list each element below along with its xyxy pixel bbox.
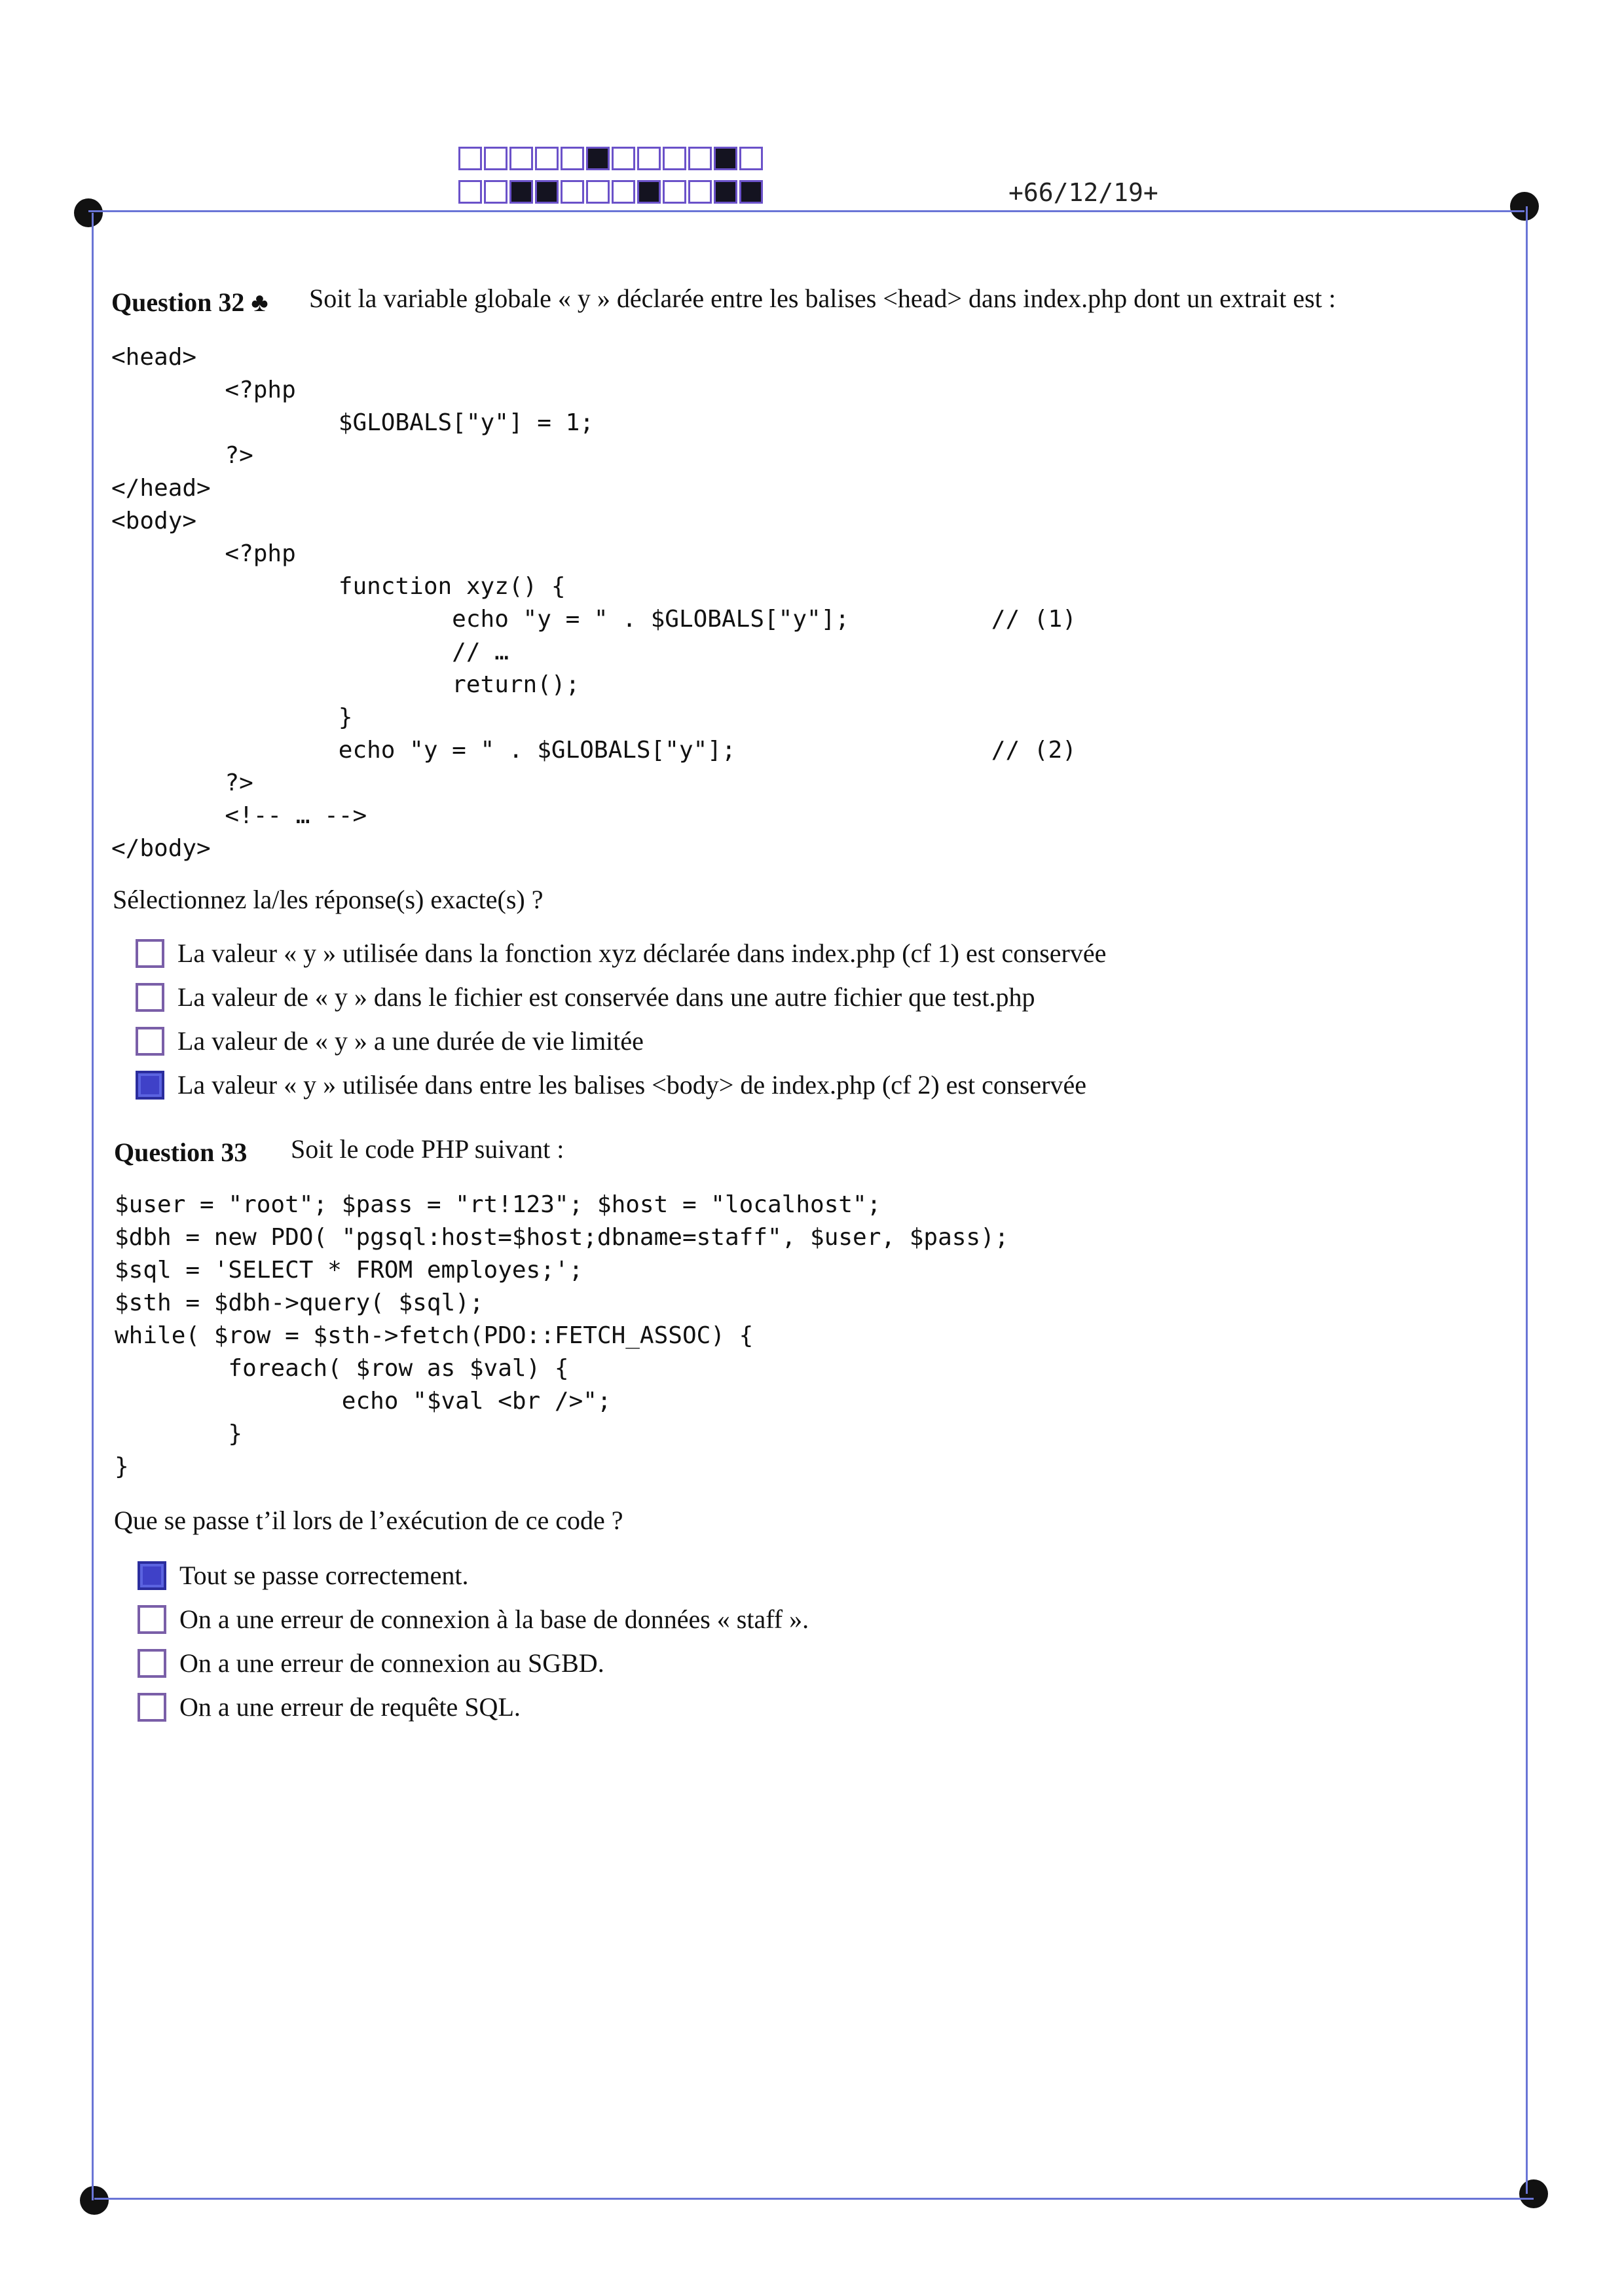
q32-answer-1-label: La valeur « y » utilisée dans la fonction xyz déclarée dans index.php (cf 1) est conservée xyxy=(177,938,1107,968)
id-box xyxy=(739,180,763,204)
registration-mark-bottom-left xyxy=(80,2186,109,2215)
id-box xyxy=(637,180,661,204)
id-box xyxy=(612,147,635,170)
q33-answer-3[interactable] xyxy=(138,1648,604,1678)
q32-answer-1[interactable] xyxy=(136,938,1106,969)
frame-left xyxy=(92,213,94,2200)
q32-answer-3-label: La valeur de « y » a une durée de vie limitée xyxy=(177,1026,644,1056)
q32-answer-2-label: La valeur de « y » dans le fichier est conservée dans une autre fichier que test.php xyxy=(177,982,1035,1012)
id-box xyxy=(535,180,559,204)
id-box xyxy=(612,180,635,204)
question-32-prompt: Sélectionnez la/les réponse(s) exacte(s) ? xyxy=(113,885,544,914)
question-33-title: Question 33 xyxy=(114,1138,248,1167)
registration-mark-bottom-right xyxy=(1519,2179,1548,2208)
id-boxes-row-1 xyxy=(458,147,765,170)
q32-answer-2-checkbox[interactable] xyxy=(136,983,164,1012)
q32-answer-3[interactable] xyxy=(136,1026,644,1056)
id-box xyxy=(663,180,686,204)
frame-right xyxy=(1526,206,1528,2194)
id-box xyxy=(586,180,610,204)
id-box xyxy=(484,147,507,170)
question-32-title: Question 32 ♣ xyxy=(111,287,268,317)
q33-answer-4-checkbox[interactable] xyxy=(138,1693,166,1722)
id-box xyxy=(714,147,737,170)
id-box xyxy=(688,147,712,170)
question-32-code: <head> <?php $GLOBALS["y"] = 1; ?> </head> <body> <?php function xyz() { echo "y = " . $GLOBALS["y"]; // (1) // … return(); } echo "y = " . $GLOBALS["y"]; // (2) ?> <!-- … --> </body> xyxy=(111,344,1077,862)
copy-id-code: +66/12/19+ xyxy=(1008,178,1158,207)
q33-answer-2[interactable] xyxy=(138,1604,809,1635)
frame-top xyxy=(88,210,1524,212)
id-box xyxy=(688,180,712,204)
q32-answer-4-label: La valeur « y » utilisée dans entre les balises <body> de index.php (cf 2) est conservée xyxy=(177,1070,1087,1100)
q32-answer-3-checkbox[interactable] xyxy=(136,1027,164,1056)
id-box xyxy=(458,180,482,204)
question-33-code: $user = "root"; $pass = "rt!123"; $host = "localhost"; $dbh = new PDO( "pgsql:host=$host;dbname=staff", $user, $pass); $sql = 'SELECT * FROM employes;'; $sth = $dbh->query( $sql); while( $row = $sth->fetch(PDO::FETCH_ASSOC) { foreach( $row as $val) { echo "$val <br />"; } } xyxy=(115,1191,1009,1480)
q33-answer-3-checkbox[interactable] xyxy=(138,1649,166,1678)
id-box xyxy=(458,147,482,170)
registration-mark-top-right xyxy=(1510,192,1539,221)
id-box xyxy=(714,180,737,204)
q32-answer-1-checkbox[interactable] xyxy=(136,939,164,968)
id-box xyxy=(663,147,686,170)
id-box xyxy=(739,147,763,170)
question-33-prompt: Que se passe t’il lors de l’exécution de ce code ? xyxy=(114,1506,623,1535)
q33-answer-3-label: On a une erreur de connexion au SGBD. xyxy=(179,1648,604,1678)
q33-answer-2-checkbox[interactable] xyxy=(138,1605,166,1634)
q33-answer-4-label: On a une erreur de requête SQL. xyxy=(179,1692,521,1722)
question-32-text: Soit la variable globale « y » déclarée entre les balises <head> dans index.php dont un extrait est : xyxy=(309,284,1336,313)
id-box xyxy=(509,180,533,204)
id-box xyxy=(509,147,533,170)
q33-answer-1-label: Tout se passe correctement. xyxy=(179,1561,469,1590)
q33-answer-4[interactable] xyxy=(138,1692,521,1722)
q32-answer-4-checkbox[interactable] xyxy=(136,1071,164,1100)
frame-bottom xyxy=(94,2198,1534,2200)
q32-answer-2[interactable] xyxy=(136,982,1035,1012)
q33-answer-1[interactable] xyxy=(138,1560,468,1591)
id-boxes-row-2 xyxy=(458,180,765,204)
q33-answer-2-label: On a une erreur de connexion à la base de données « staff ». xyxy=(179,1604,809,1634)
q32-answer-4[interactable] xyxy=(136,1069,1086,1100)
id-box xyxy=(561,180,584,204)
registration-mark-top-left xyxy=(74,198,103,227)
id-box xyxy=(561,147,584,170)
id-box xyxy=(586,147,610,170)
id-box xyxy=(535,147,559,170)
question-33-text: Soit le code PHP suivant : xyxy=(291,1134,564,1164)
q33-answer-1-checkbox[interactable] xyxy=(138,1561,166,1590)
id-box xyxy=(637,147,661,170)
id-box xyxy=(484,180,507,204)
